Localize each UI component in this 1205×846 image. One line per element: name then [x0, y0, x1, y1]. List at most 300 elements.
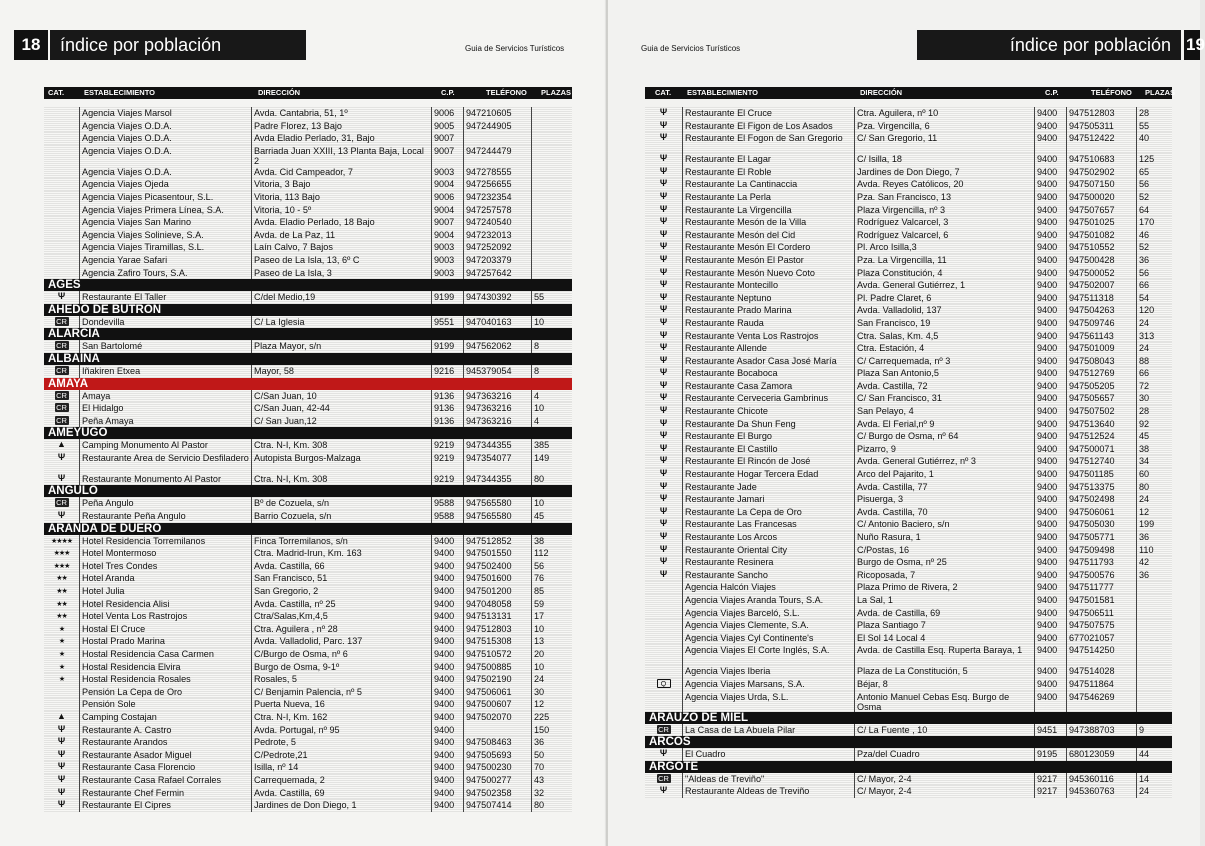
cell-cp: 9219 [432, 473, 464, 486]
cell-tel: 947500052 [1067, 267, 1137, 280]
cell-dir: Plaza Santiago 7 [855, 619, 1035, 632]
table-row [44, 204, 572, 217]
table-row [645, 241, 1172, 254]
cell-cp: 9400 [1035, 481, 1067, 494]
table-row [645, 594, 1172, 607]
cell-dir: C/San Juan, 10 [252, 390, 432, 403]
cell-tel: 947515308 [464, 635, 532, 648]
cell-dir: Pza. Virgencilla, 6 [855, 120, 1035, 133]
cell-tel: 947506061 [1067, 506, 1137, 519]
table-row [645, 204, 1172, 217]
cell-pl: 385 [534, 440, 550, 451]
travel-agency-icon: Q [657, 679, 671, 688]
cell-est: Agencia Zafiro Tours, S.A. [80, 267, 252, 280]
cell-cp: 9400 [1035, 153, 1067, 166]
cell-tel: 947244479 [464, 145, 532, 166]
cell-tel: 947512422 [1067, 132, 1137, 153]
cell-tel: 947256655 [464, 178, 532, 191]
cell-pl: 24 [534, 674, 545, 685]
cell-pl: 56 [534, 560, 545, 571]
cell-tel: 947501082 [1067, 229, 1137, 242]
cell-dir: C/Postas, 16 [855, 544, 1035, 557]
table-row [44, 661, 572, 674]
cell-tel: 947507502 [1067, 405, 1137, 418]
cell-dir: Barrio Cozuela, s/n [252, 510, 432, 523]
rural-house-icon: CR [56, 341, 67, 351]
cell-tel: 947565580 [464, 497, 532, 510]
cell-tel: 947506511 [1067, 607, 1137, 620]
cell-pl: 170 [1139, 217, 1155, 228]
cell-pl: 38 [534, 535, 545, 546]
cell-pl: 10 [534, 403, 545, 414]
table-body [645, 107, 1172, 801]
cell-tel: 947561143 [1067, 330, 1137, 343]
cell-pl: 34 [1139, 456, 1150, 467]
cell-cat [44, 452, 80, 473]
cell-tel: 947506061 [464, 686, 532, 699]
cell-dir: Avda. Portugal, nº 95 [252, 724, 432, 737]
table-row [44, 711, 572, 724]
cell-cp: 9004 [432, 204, 464, 217]
cell-cat [44, 648, 80, 661]
table-row [44, 560, 572, 573]
cell-cat [44, 623, 80, 636]
cell-pl: 10 [534, 623, 545, 634]
cell-tel: 947500071 [1067, 443, 1137, 456]
cell-pl: 10 [534, 498, 545, 509]
cell-pl: 45 [1139, 431, 1150, 442]
cell-cp: 9400 [1035, 254, 1067, 267]
cell-cp: 9400 [1035, 569, 1067, 582]
table-row [44, 473, 572, 486]
star-rating-icon: ★ [58, 651, 65, 658]
cell-pl: 60 [1139, 469, 1150, 480]
cell-tel: 947501185 [1067, 468, 1137, 481]
cell-tel: 947514028 [1067, 665, 1137, 678]
cell-cp: 9400 [1035, 632, 1067, 645]
cell-dir: Pedrote, 5 [252, 736, 432, 749]
cell-dir: Padre Florez, 13 Bajo [252, 120, 432, 133]
table-row [44, 610, 572, 623]
cell-dir: Vitoria, 113 Bajo [252, 191, 432, 204]
cell-tel: 947510552 [1067, 241, 1137, 254]
cell-dir: Burgo de Osma, nº 25 [855, 556, 1035, 569]
table-row [44, 736, 572, 749]
restaurant-icon: Ψ [659, 405, 668, 416]
cell-dir: Vitoria, 10 - 5º [252, 204, 432, 217]
cell-pl: 42 [1139, 557, 1150, 568]
cell-tel: 947505311 [1067, 120, 1137, 133]
cell-est: "Aldeas de Treviño" [683, 773, 855, 786]
section-header: ARAUZO DE MIEL [645, 712, 1172, 724]
cell-dir: Barriada Juan XXIII, 13 Planta Baja, Local 2 [252, 145, 432, 166]
cell-pl: 313 [1139, 330, 1155, 341]
cell-est: Hotel Montermoso [80, 547, 252, 560]
restaurant-icon: Ψ [659, 107, 668, 117]
cell-pl [1137, 607, 1172, 620]
cell-pl [532, 107, 572, 120]
table-row [645, 418, 1172, 431]
cell-dir: Puerta Nueva, 16 [252, 698, 432, 711]
cell-pl: 80 [1139, 481, 1150, 492]
cell-est: Camping Monumento Al Pastor [80, 439, 252, 452]
cell-dir: Ctra. Estación, 4 [855, 342, 1035, 355]
cell-pl [532, 132, 572, 145]
star-rating-icon: ★★ [56, 575, 67, 583]
cell-cat [44, 191, 80, 204]
table-row [44, 497, 572, 510]
cell-est: Restaurante Prado Marina [683, 304, 855, 317]
table-row [645, 556, 1172, 569]
cell-cp: 9400 [432, 749, 464, 762]
cell-pl [532, 241, 572, 254]
restaurant-icon: Ψ [57, 799, 66, 810]
cell-pl: 24 [1139, 494, 1150, 505]
table-row [44, 340, 572, 353]
cell-tel: 947210605 [464, 107, 532, 120]
cell-pl: 24 [1139, 317, 1150, 328]
cell-tel: 947507575 [1067, 619, 1137, 632]
table-row [645, 773, 1172, 786]
cell-cp: 9400 [1035, 691, 1067, 712]
cell-cat [44, 572, 80, 585]
cell-dir: Rodríguez Valcarcel, 6 [855, 229, 1035, 242]
table-row [44, 572, 572, 585]
cell-pl: 85 [534, 586, 545, 597]
cell-cp: 9551 [432, 316, 464, 329]
table-row [44, 648, 572, 661]
cell-cat [44, 724, 80, 737]
restaurant-icon: Ψ [57, 723, 66, 734]
table-row [645, 330, 1172, 343]
cell-cp: 9003 [432, 241, 464, 254]
cell-est: Pensión La Cepa de Oro [80, 686, 252, 699]
table-row [645, 493, 1172, 506]
cell-dir: Plaza Mayor, s/n [252, 340, 432, 353]
cell-dir: Avda. Castilla, 70 [855, 506, 1035, 519]
cell-pl: 13 [534, 636, 545, 647]
cell-cat [44, 799, 80, 812]
cell-tel: 947048058 [464, 598, 532, 611]
restaurant-icon: Ψ [659, 455, 668, 466]
cell-cat [44, 254, 80, 267]
cell-cp: 9400 [1035, 506, 1067, 519]
cell-tel: 947509498 [1067, 544, 1137, 557]
restaurant-icon: Ψ [659, 178, 668, 189]
table-row [645, 569, 1172, 582]
cell-pl: 72 [1139, 380, 1150, 391]
cell-dir: Jardines de Don Diego, 1 [252, 799, 432, 812]
cell-est: Agencia Viajes O.D.A. [80, 132, 252, 145]
cell-cp: 9400 [1035, 204, 1067, 217]
restaurant-icon: Ψ [659, 216, 668, 227]
cell-cp: 9400 [1035, 107, 1067, 120]
cell-est: Restaurante Bocaboca [683, 367, 855, 380]
table-row [44, 120, 572, 133]
table-header [645, 87, 1175, 99]
cell-tel: 947504263 [1067, 304, 1137, 317]
cell-dir: Rosales, 5 [252, 673, 432, 686]
cell-cp: 9219 [432, 439, 464, 452]
cell-tel: 947354077 [464, 452, 532, 473]
cell-est: Peña Amaya [80, 415, 252, 428]
cell-est: Restaurante Casa Zamora [683, 380, 855, 393]
cell-pl: 92 [1139, 418, 1150, 429]
cell-cp: 9219 [432, 452, 464, 473]
cell-cat [44, 711, 80, 724]
cell-pl: 12 [534, 699, 545, 710]
table-row [645, 191, 1172, 204]
cell-cp: 9400 [1035, 120, 1067, 133]
cell-tel: 947512769 [1067, 367, 1137, 380]
cell-est: Restaurante El Burgo [683, 430, 855, 443]
cell-dir: Avda. Reyes Católicos, 20 [855, 178, 1035, 191]
cell-cp: 9199 [432, 340, 464, 353]
cell-est: Restaurante La Perla [683, 191, 855, 204]
star-rating-icon: ★★★ [53, 562, 70, 570]
section-header: AMEYUGO [44, 427, 572, 439]
cell-cat [645, 254, 683, 267]
cell-est: Hotel Residencia Torremilanos [80, 535, 252, 548]
table-row [44, 598, 572, 611]
cell-est: Restaurante Da Shun Feng [683, 418, 855, 431]
cell-cat [645, 380, 683, 393]
cell-dir: Avda. de La Paz, 11 [252, 229, 432, 242]
cell-cat [44, 390, 80, 403]
cell-cat [44, 673, 80, 686]
cell-cat [645, 405, 683, 418]
cell-tel: 947502358 [464, 787, 532, 800]
cell-tel: 947257578 [464, 204, 532, 217]
col-cat: CAT. [48, 88, 65, 97]
cell-cp: 9400 [1035, 392, 1067, 405]
star-rating-icon: ★ [58, 625, 65, 633]
table-row [44, 365, 572, 378]
table-row [645, 468, 1172, 481]
cell-est: Agencia Viajes O.D.A. [80, 120, 252, 133]
cell-cp: 9217 [1035, 773, 1067, 786]
cell-cp: 9400 [1035, 594, 1067, 607]
cell-tel: 947500607 [464, 698, 532, 711]
cell-pl: 66 [1139, 280, 1150, 291]
cell-tel: 680123059 [1067, 748, 1137, 761]
cell-pl: 32 [534, 787, 545, 798]
section-header: ARANDA DE DUERO [44, 523, 572, 535]
star-rating-icon: ★ [58, 663, 65, 671]
rural-house-icon: CR [56, 498, 67, 508]
cell-pl: 44 [1139, 749, 1150, 760]
cell-pl: 45 [534, 511, 545, 522]
cell-pl [1137, 665, 1172, 678]
cell-cp: 9400 [432, 623, 464, 636]
cell-pl: 88 [1139, 355, 1150, 366]
cell-cp: 9400 [1035, 342, 1067, 355]
cell-cat [645, 619, 683, 632]
cell-est: Agencia Viajes Aranda Tours, S.A. [683, 594, 855, 607]
cell-est: Agencia Halcón Viajes [683, 581, 855, 594]
rural-house-icon: CR [56, 415, 67, 425]
table-row [645, 304, 1172, 317]
cell-dir: Ctra. Madrid-Irun, Km. 163 [252, 547, 432, 560]
cell-cp: 9400 [1035, 304, 1067, 317]
cell-cat [44, 415, 80, 428]
cell-est: Agencia Viajes Marsol [80, 107, 252, 120]
cell-dir: C/Pedrote,21 [252, 749, 432, 762]
cell-cat [645, 569, 683, 582]
cell-tel [464, 724, 532, 737]
cell-dir: Ctra. Aguilera , nº 28 [252, 623, 432, 636]
cell-cat [645, 216, 683, 229]
cell-dir: Pl. Arco Isilla,3 [855, 241, 1035, 254]
cell-cat [645, 506, 683, 519]
cell-cat [645, 367, 683, 380]
cell-cat [645, 120, 683, 133]
cell-cat [645, 267, 683, 280]
cell-cp: 9400 [432, 585, 464, 598]
cell-dir: Avda. General Gutiérrez, 1 [855, 279, 1035, 292]
cell-cp: 9003 [432, 267, 464, 280]
cell-dir: Carrequemada, 2 [252, 774, 432, 787]
cell-est: Restaurante El Castillo [683, 443, 855, 456]
cell-pl: 24 [1139, 786, 1150, 797]
cell-cat [645, 644, 683, 665]
cell-cat [645, 229, 683, 242]
table-row [44, 390, 572, 403]
cell-est: Agencia Viajes Ojeda [80, 178, 252, 191]
star-rating-icon: ★★★ [53, 550, 70, 558]
cell-cat [44, 473, 80, 486]
cell-cat [44, 698, 80, 711]
table-row [645, 785, 1172, 798]
table-row [44, 229, 572, 242]
cell-dir: Autopista Burgos-Malzaga [252, 452, 432, 473]
cell-cp: 9400 [432, 535, 464, 548]
cell-dir: Pza/del Cuadro [855, 748, 1035, 761]
cell-est: Restaurante El Cruce [683, 107, 855, 120]
cell-pl: 56 [1139, 267, 1150, 278]
cell-cat [645, 581, 683, 594]
cell-cp: 9005 [432, 120, 464, 133]
cell-tel: 947513131 [464, 610, 532, 623]
cell-dir: C/ San Juan,12 [252, 415, 432, 428]
cell-pl [1137, 581, 1172, 594]
col-cat: CAT. [655, 88, 672, 97]
cell-cp: 9400 [1035, 380, 1067, 393]
cell-pl: 12 [1139, 506, 1150, 517]
restaurant-icon: Ψ [659, 531, 668, 541]
cell-tel: 947502070 [464, 711, 532, 724]
cell-pl: 112 [534, 548, 549, 559]
restaurant-icon: Ψ [659, 518, 668, 529]
restaurant-icon: Ψ [659, 253, 668, 264]
restaurant-icon: Ψ [659, 119, 668, 130]
cell-cat [645, 279, 683, 292]
section-header: ARGOTE [645, 761, 1172, 773]
cell-cp: 9004 [432, 229, 464, 242]
cell-est: Restaurante Allende [683, 342, 855, 355]
table-header [44, 87, 572, 99]
cell-cat [645, 443, 683, 456]
rural-house-icon: CR [56, 403, 67, 413]
cell-pl [532, 191, 572, 204]
cell-est: Restaurante El Roble [683, 166, 855, 179]
cell-cat [44, 402, 80, 415]
restaurant-icon: Ψ [659, 568, 668, 579]
cell-pl: 80 [534, 800, 545, 811]
section-header: ARCOS [645, 736, 1172, 748]
cell-cat [645, 392, 683, 405]
cell-est: Agencia Viajes Barceló, S.L. [683, 607, 855, 620]
cell-cat [645, 191, 683, 204]
table-row [645, 581, 1172, 594]
cell-pl: 110 [1139, 544, 1154, 555]
cell-dir: C/ San Gregorio, 11 [855, 132, 1035, 153]
table-row [44, 178, 572, 191]
cell-dir: Ctra/Salas,Km,4,5 [252, 610, 432, 623]
cell-pl: 8 [534, 365, 540, 376]
cell-cp: 9400 [1035, 493, 1067, 506]
cell-cp: 9400 [432, 598, 464, 611]
page-title: índice por población [917, 30, 1181, 60]
cell-est: Restaurante Neptuno [683, 292, 855, 305]
cell-dir: Avda. Cid Campeador, 7 [252, 166, 432, 179]
cell-dir: San Gregorio, 2 [252, 585, 432, 598]
cell-cat [645, 430, 683, 443]
cell-pl: 38 [1139, 443, 1150, 454]
cell-cat [44, 291, 80, 304]
cell-est: Restaurante Casa Rafael Corrales [80, 774, 252, 787]
table-row [645, 481, 1172, 494]
cell-est: Agencia Viajes Urda, S.L. [683, 691, 855, 712]
cell-tel: 947430392 [464, 291, 532, 304]
table-row [645, 292, 1172, 305]
restaurant-icon: Ψ [659, 379, 668, 390]
cell-pl: 199 [1139, 519, 1155, 530]
table-row [44, 402, 572, 415]
cell-tel: 947501581 [1067, 594, 1137, 607]
cell-est: Restaurante El Cipres [80, 799, 252, 812]
restaurant-icon: Ψ [57, 786, 66, 797]
star-rating-icon: ★★★★ [50, 537, 73, 545]
section-header: AMAYA [44, 378, 572, 390]
cell-cat [44, 761, 80, 774]
table-row [645, 355, 1172, 368]
cell-cp: 9400 [432, 610, 464, 623]
page-19 [608, 0, 1205, 846]
cell-est: Agencia Viajes Primera Línea, S.A. [80, 204, 252, 217]
table-row [645, 317, 1172, 330]
cell-cat [645, 317, 683, 330]
cell-est: Agencia Yarae Safari [80, 254, 252, 267]
cell-tel [464, 132, 532, 145]
cell-pl [1137, 594, 1172, 607]
cell-cp: 9007 [432, 216, 464, 229]
cell-cp: 9400 [1035, 405, 1067, 418]
cell-dir: C/ San Francisco, 31 [855, 392, 1035, 405]
cell-dir: C/San Juan, 42-44 [252, 402, 432, 415]
table-row [44, 787, 572, 800]
cell-tel: 947500020 [1067, 191, 1137, 204]
cell-dir: Avda. Valladolid, Parc. 137 [252, 635, 432, 648]
section-header: ALARCIA [44, 328, 572, 340]
cell-est: Restaurante La Virgencilla [683, 204, 855, 217]
table-row [44, 166, 572, 179]
cell-tel: 947511318 [1067, 292, 1137, 305]
cell-dir: Mayor, 58 [252, 365, 432, 378]
cell-tel: 947562062 [464, 340, 532, 353]
cell-dir: Avda. El Ferial,nº 9 [855, 418, 1035, 431]
cell-est: Restaurante Casa Florencio [80, 761, 252, 774]
